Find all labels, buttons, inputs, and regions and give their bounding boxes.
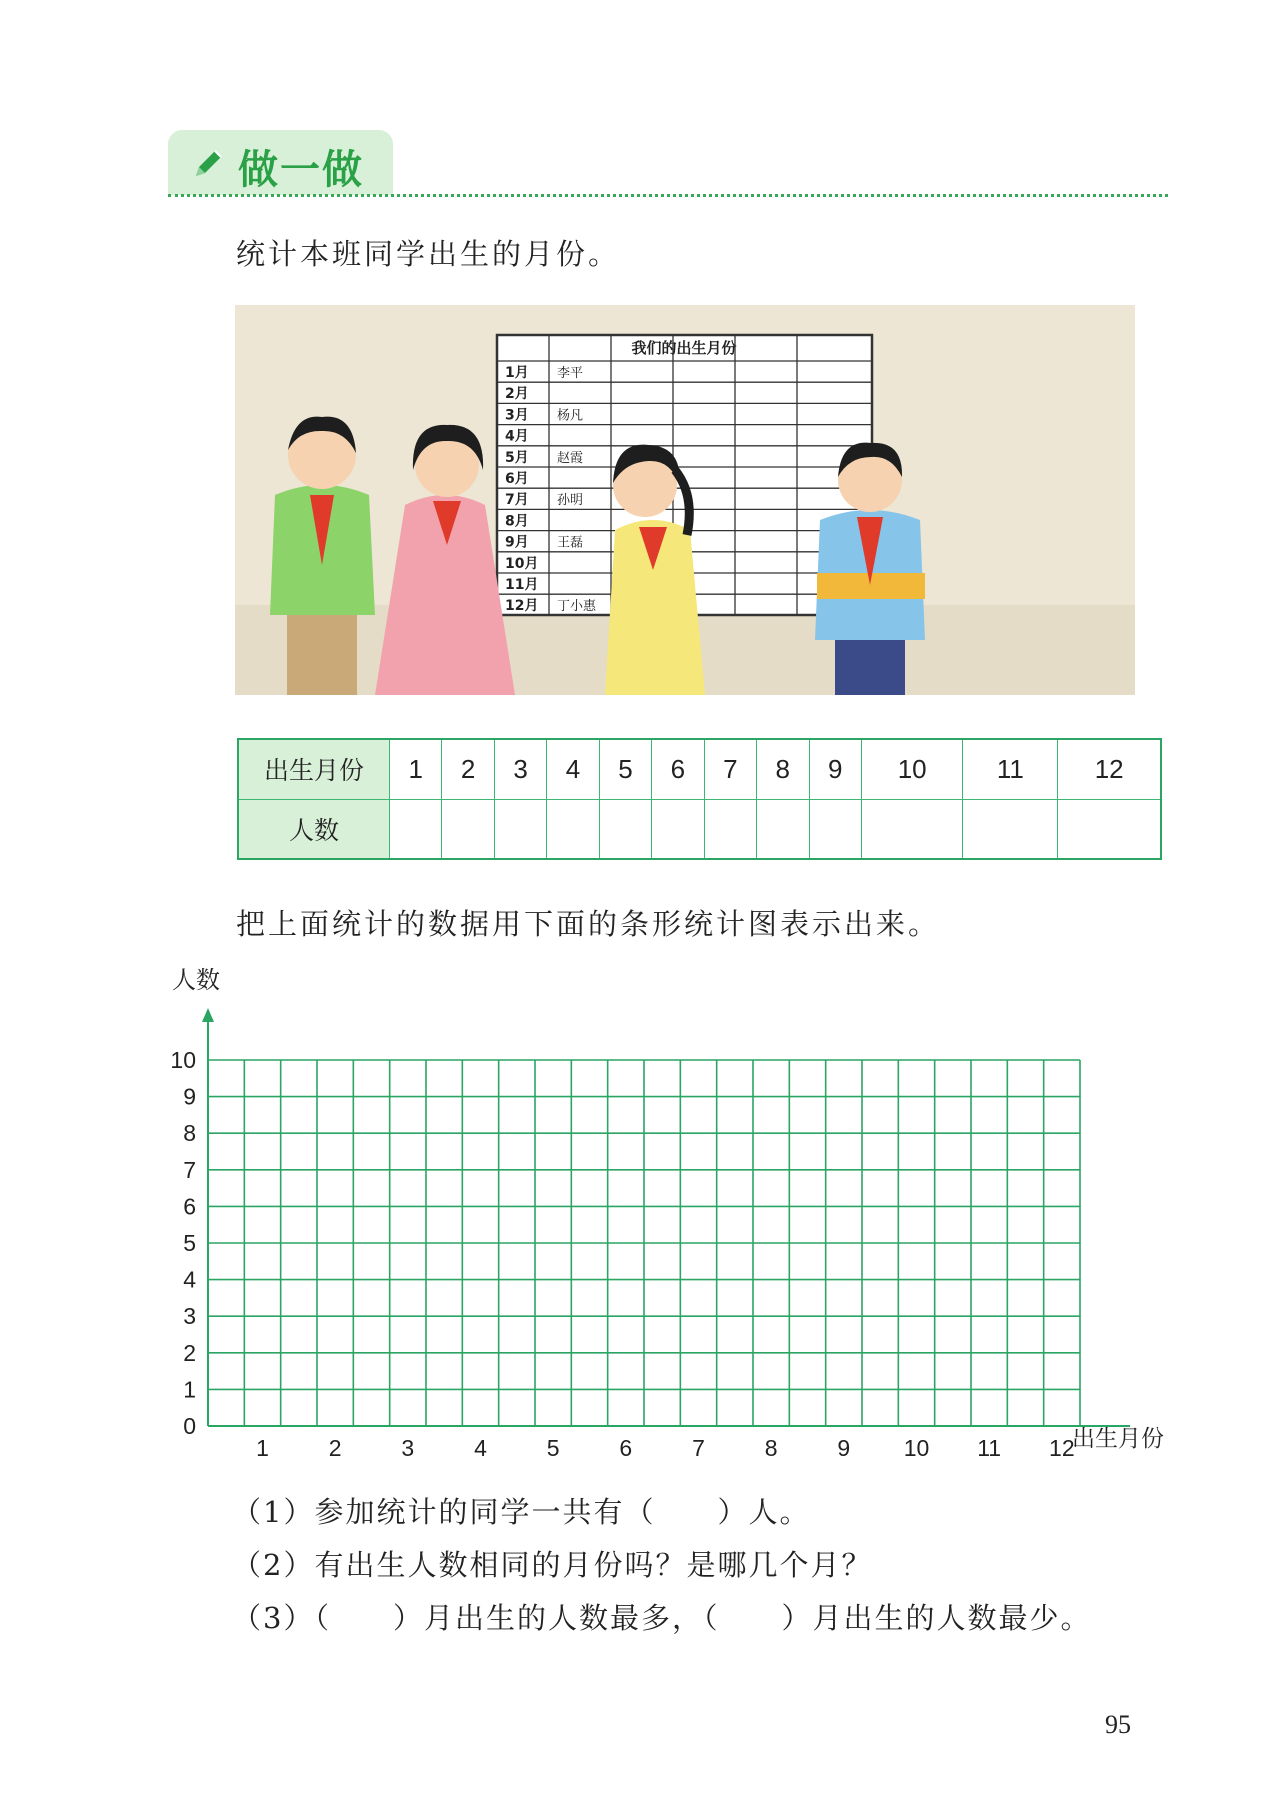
table-count-cell[interactable]	[652, 799, 704, 859]
instruction-count-months: 统计本班同学出生的月份。	[236, 237, 621, 271]
bar-chart-grid	[160, 960, 1180, 1470]
classroom-illustration	[235, 305, 1135, 695]
y-axis-arrow-icon	[202, 1008, 214, 1022]
y-tick-label: 2	[183, 1339, 196, 1366]
table-month-cell: 1	[390, 739, 442, 799]
x-tick-label: 12	[1049, 1435, 1075, 1461]
table-month-cell: 9	[809, 739, 861, 799]
table-month-cell: 2	[442, 739, 494, 799]
y-axis-label: 人数	[172, 966, 220, 994]
table-count-cell[interactable]	[1058, 799, 1161, 859]
board-month-label: 10月	[505, 555, 539, 572]
x-tick-label: 6	[619, 1435, 633, 1461]
board-month-label: 11月	[505, 577, 539, 593]
board-student-name: 王磊	[557, 535, 584, 551]
table-month-cell: 8	[757, 739, 809, 799]
table-header-month: 出生月份	[238, 739, 390, 799]
table-month-cell: 7	[704, 739, 756, 799]
board-month-label: 12月	[505, 598, 539, 615]
table-month-cell: 6	[652, 739, 704, 799]
x-tick-label: 9	[837, 1435, 851, 1461]
board-student-name: 孙明	[557, 493, 584, 509]
x-tick-label: 1	[256, 1435, 269, 1461]
board-month-label: 9月	[505, 534, 529, 551]
table-count-cell[interactable]	[757, 799, 809, 859]
table-count-cell[interactable]	[390, 799, 442, 859]
y-tick-label: 9	[183, 1083, 196, 1110]
table-count-cell[interactable]	[704, 799, 756, 859]
y-tick-label: 8	[183, 1120, 196, 1147]
x-tick-label: 11	[977, 1435, 1002, 1461]
x-axis-label: 出生月份	[1072, 1426, 1164, 1452]
x-tick-label: 8	[764, 1435, 778, 1461]
table-month-cell: 4	[547, 739, 599, 799]
board-student-name: 丁小惠	[557, 599, 597, 615]
table-count-cell[interactable]	[599, 799, 651, 859]
board-student-name: 李平	[557, 366, 584, 381]
table-count-cell[interactable]	[809, 799, 861, 859]
x-tick-label: 3	[401, 1435, 415, 1461]
y-tick-label: 3	[183, 1303, 196, 1330]
table-count-cell[interactable]	[494, 799, 546, 859]
y-tick-label: 1	[183, 1376, 196, 1403]
table-count-cell[interactable]	[547, 799, 599, 859]
table-header-count: 人数	[238, 799, 390, 859]
table-count-cell[interactable]	[442, 799, 494, 859]
y-tick-label: 4	[183, 1266, 196, 1293]
table-month-cell: 3	[494, 739, 546, 799]
table-month-cell: 10	[861, 739, 962, 799]
y-tick-label: 0	[183, 1413, 196, 1439]
pencil-icon	[190, 146, 226, 182]
board-month-label: 8月	[505, 513, 529, 530]
board-month-label: 2月	[505, 386, 529, 403]
x-tick-label: 10	[903, 1435, 930, 1461]
board-month-label: 1月	[505, 365, 529, 381]
board-month-label: 6月	[505, 471, 529, 487]
board-month-label: 3月	[505, 407, 529, 424]
section-header	[168, 130, 393, 195]
x-tick-label: 2	[328, 1435, 342, 1461]
x-tick-label: 7	[692, 1435, 705, 1461]
table-row-months	[238, 739, 1161, 799]
question-2: （2）有出生人数相同的月份吗？是哪几个月？	[232, 1548, 873, 1582]
table-row-counts	[238, 799, 1161, 859]
instruction-bar-chart: 把上面统计的数据用下面的条形统计图表示出来。	[236, 907, 941, 941]
board-title: 我们的出生月份	[631, 339, 737, 357]
table-count-cell[interactable]	[963, 799, 1058, 859]
y-tick-label: 5	[183, 1230, 196, 1256]
table-month-cell: 5	[599, 739, 651, 799]
header-divider	[168, 194, 1168, 197]
board-month-label: 5月	[505, 449, 529, 466]
section-title: 做一做	[238, 147, 364, 193]
board-student-name: 杨凡	[557, 408, 584, 424]
y-tick-label: 6	[183, 1193, 196, 1220]
board-month-label: 4月	[505, 428, 529, 445]
page-number: 95	[1105, 1710, 1131, 1739]
birth-month-table	[237, 738, 1162, 860]
x-tick-label: 4	[474, 1435, 487, 1461]
table-month-cell: 11	[963, 739, 1058, 799]
table-month-cell: 12	[1058, 739, 1161, 799]
y-tick-label: 10	[170, 1047, 196, 1073]
y-tick-label: 7	[183, 1156, 196, 1183]
table-count-cell[interactable]	[861, 799, 962, 859]
board-month-label: 7月	[505, 492, 529, 509]
question-1: （1）参加统计的同学一共有（ ）人。	[232, 1495, 811, 1529]
question-3: （3）（ ）月出生的人数最多，（ ）月出生的人数最少。	[232, 1601, 1092, 1635]
board-student-name: 赵霞	[557, 450, 584, 466]
x-tick-label: 5	[546, 1435, 560, 1461]
